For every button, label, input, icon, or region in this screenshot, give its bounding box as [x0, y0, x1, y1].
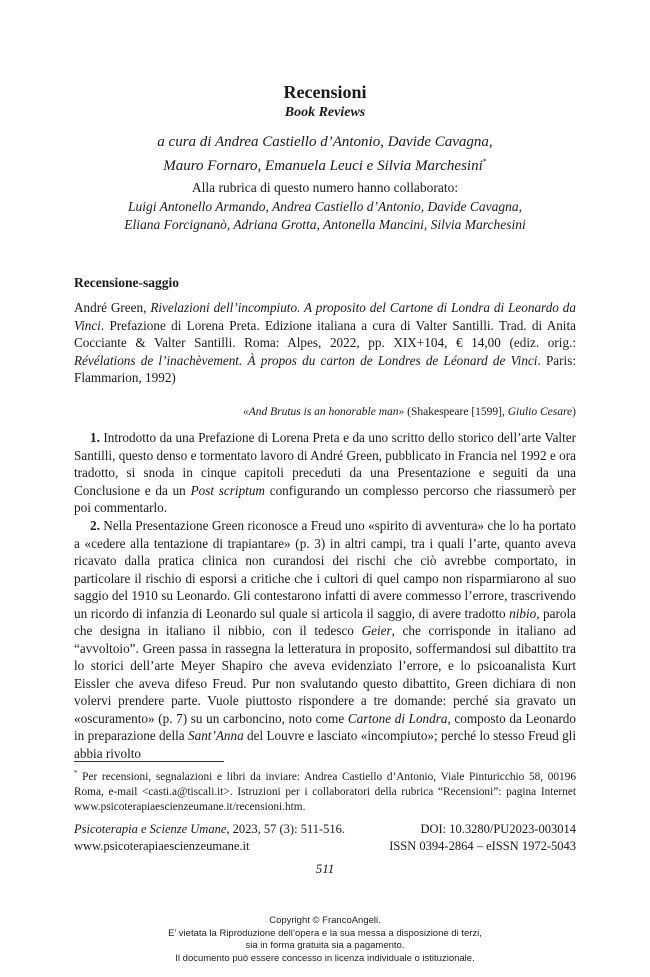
editors-line-2: [0, 152, 650, 176]
epigraph-source: (Shakespeare [1599],: [404, 406, 508, 418]
footnote-text: Per recensioni, segnalazioni e libri da inviare: Andrea Castiello d’Antonio, Viale Pinturicchio 58, 00196 Roma, e-mail <casti.a@tiscali.it>. Istruzioni per i collaboratori della rubrica “Recensioni”: pagina Internet www.psicoterapiaescienzeumane.it/recensioni.htm.: [74, 771, 576, 813]
journal-issue: , 2023, 57 (3): 511-516.: [226, 822, 346, 836]
section-title: Recensioni: [283, 82, 367, 102]
copyright-line-2: E’ vietata la Riproduzione dell’opera e la sua messa a disposizione di terzi,: [168, 927, 482, 939]
footnote-marker: *: [482, 157, 487, 166]
review-section-heading: Recensione-saggio: [74, 275, 179, 290]
journal-issn: ISSN 0394-2864 – eISSN 1972-5043: [389, 839, 576, 853]
editors-line-2-text: Mauro Fornaro, Emanuela Leuci e Silvia Marchesini: [163, 158, 483, 174]
paragraph-2-content: [74, 517, 576, 762]
paragraph-2-text-e: del Louvre e lasciato «incompiuto»; perché lo stesso Freud gli abbia rivolto: [74, 728, 576, 761]
paragraph-1: [74, 429, 576, 517]
paragraph-1-text-a: Introdotto da una Prefazione di Lorena Preta e da uno scritto dello storico dell’arte Valter Santilli, questo denso e tormentato lavoro di André Green, pubblicato in Francia nel 1992 e ora tradotto, si snoda in cinque capitoli preceduti da una Presentazione e seguiti da una Conclusione e da un: [74, 430, 576, 498]
journal-name: Psicoterapia e Scienze Umane: [74, 822, 227, 836]
epigraph: [74, 406, 576, 418]
paragraph-2-number: 2.: [90, 518, 100, 533]
collaborators-label: Alla rubrica di questo numero hanno collaborato:: [191, 180, 459, 195]
paragraph-2-text-c: , che corrisponde in italiano ad “avvoltoio”. Green passa in rassegna la letteratura in proposito, soffermandosi sul dibattito tra lo storici dell’arte Meyer Shapiro che aveva evidenziato l’errore, e lo psicoanalista Kurt Eissler che aveva difeso Freud. Pur non svalutando questo dibattito, Green dichiara di non volervi prendere parte. Vuole piuttosto rispondere a tre domande: perché sia gravato un «oscuramento» (p. 7) su un carboncino, noto come: [74, 623, 576, 726]
collaborators-line-1: Luigi Antonello Armando, Andrea Castiello d’Antonio, Davide Cavagna,: [128, 199, 522, 214]
footnote-divider: [74, 761, 224, 762]
journal-doi: DOI: 10.3280/PU2023-003014: [420, 822, 576, 836]
paragraph-2-italic-3: Cartone di Londra: [347, 710, 448, 726]
journal-name-line: [74, 821, 345, 838]
footnote: [74, 766, 576, 815]
journal-citation: [74, 821, 345, 855]
journal-identifiers: [389, 821, 576, 855]
paragraph-2-text-d: , composto da Leonardo in preparazione della: [74, 710, 576, 743]
paragraph-2-text-a: Nella Presentazione Green riconosce a Freud uno «spirito di avventura» che lo ha portato a «cedere alla tentazione di trapiantare» (p. 3) in altri campi, tra i quali l’arte, quanto aveva ricavato dalla pratica clinica non curandosi dei rischi che ciò avrebbe comportato, in particolare il rischio di esporsi a critiche che i cultori di quel campo non risparmiarono al suo saggio del 1910 su Leonardo. Gli contestarono infatti di avere commesso l’errore, trascrivendo un ricordo di infanzia di Leonardo sul quale si articola il saggio, di avere tradotto: [74, 518, 576, 621]
epigraph-close: ): [572, 406, 576, 418]
editors-line-1: a cura di Andrea Castiello d’Antonio, Davide Cavagna,: [157, 134, 493, 150]
reference-original-details: . Paris: Flammarion, 1992): [74, 352, 576, 385]
paragraph-2-text-b: , parola che designa in italiano il nibbio, con il tedesco: [74, 605, 577, 638]
paragraph-2-italic-1: nibio: [509, 605, 537, 621]
paragraph-2: [74, 517, 576, 762]
paragraph-1-number: 1.: [90, 430, 100, 445]
paragraph-1-content: [74, 429, 576, 517]
copyright-line-3: sia in forma gratuita sia a pagamento.: [245, 940, 405, 951]
copyright-notice: [0, 915, 650, 965]
paragraph-1-text-b: configurando un complesso percorso che riassumerò per poi commentarlo.: [74, 482, 577, 515]
paragraph-2-italic-4: Sant’Anna: [188, 728, 244, 743]
page-number: 511: [315, 861, 335, 876]
footnote-mark: *: [74, 769, 78, 777]
editors-credit: [0, 132, 650, 176]
journal-website: www.psicoterapiaescienzeumane.it: [74, 839, 250, 853]
book-reference: [74, 299, 576, 387]
section-subtitle: Book Reviews: [284, 105, 366, 120]
reference-details: . Prefazione di Lorena Preta. Edizione italiana a cura di Valter Santilli. Trad. di Anita Cocciante & Valter Santilli. Roma: Alpes, 2022, pp. XIX+104, € 14,00 (ediz. orig.:: [74, 317, 576, 350]
epigraph-work: Giulio Cesare: [507, 406, 573, 418]
copyright-line-4: Il documento può essere concesso in licenza individuale o istituzionale.: [175, 952, 475, 964]
paragraph-2-italic-2: Geier: [361, 623, 392, 638]
reference-author: André Green,: [74, 300, 151, 315]
reference-title: Rivelazioni dell’incompiuto. A proposito del Cartone di Londra di Leonardo da Vinci: [74, 300, 576, 333]
copyright-line-1: Copyright © FrancoAngeli.: [269, 915, 381, 926]
collaborators-names: [0, 198, 650, 234]
epigraph-quote: «And Brutus is an honorable man»: [242, 406, 405, 418]
reference-original-title: Révélations de l’inachèvement. À propos du carton de Londres de Léonard de Vinci: [74, 352, 538, 368]
collaborators-line-2: Eliana Forcignanò, Adriana Grotta, Antonella Mancini, Silvia Marchesini: [124, 217, 526, 232]
paragraph-1-italic: Post scriptum: [190, 482, 265, 498]
